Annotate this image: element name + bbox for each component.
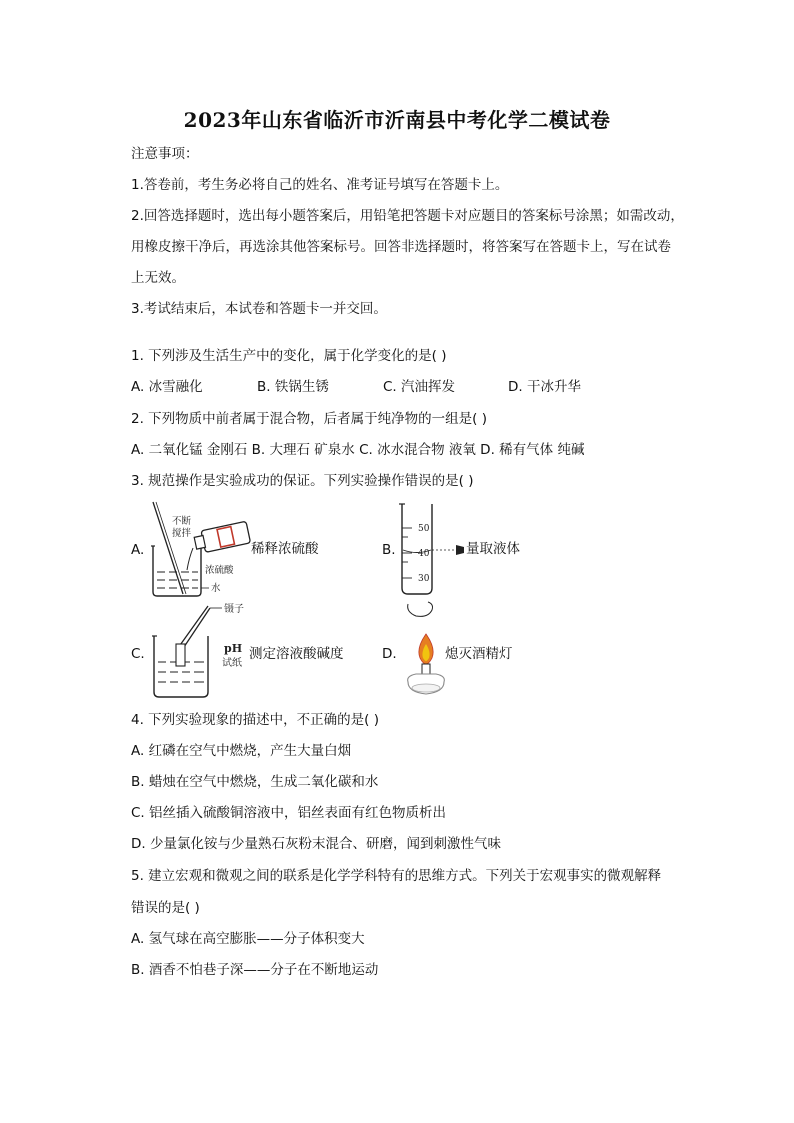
label-stir-2: 搅拌	[172, 528, 192, 539]
question-4-stem: 4. 下列实验现象的描述中，不正确的是( )	[131, 712, 379, 728]
tweezers	[178, 606, 208, 648]
notice-line: 2.回答选择题时，选出每小题答案后，用铅笔把答题卡对应题目的答案标号涂黑；如需改动，	[131, 208, 684, 224]
q1-option-c: C. 汽油挥发	[383, 379, 456, 395]
q2-options: A. 二氧化锰 金刚石 B. 大理石 矿泉水 C. 冰水混合物 液氧 D. 稀有气体 纯碱	[131, 442, 585, 458]
q5-option-a: A. 氢气球在高空膨胀——分子体积变大	[131, 931, 365, 947]
q4-option-b: B. 蜡烛在空气中燃烧，生成二氧化碳和水	[131, 774, 379, 790]
acid-bottle	[193, 521, 250, 554]
page-title: 2023年山东省临沂市沂南县中考化学二模试卷	[183, 108, 611, 132]
q1-option-d: D. 干冰升华	[508, 379, 581, 395]
q3-option-b-letter: B.	[382, 542, 396, 558]
q4-option-a: A. 红磷在空气中燃烧，产生大量白烟	[131, 743, 352, 759]
label-stir-1: 不断	[172, 516, 192, 527]
notice-line: 用橡皮擦干净后，再选涂其他答案标号。回答非选择题时，将答案写在答题卡上，写在试卷	[131, 239, 671, 255]
label-conc-acid: 浓硫酸	[205, 565, 234, 576]
question-5-stem-line-1: 5. 建立宏观和微观之间的联系是化学学科特有的思维方式。下列关于宏观事实的微观解释	[131, 868, 662, 884]
q5-option-b: B. 酒香不怕巷子深——分子在不断地运动	[131, 962, 379, 978]
tick-50: 50	[418, 524, 430, 534]
q3-option-c-caption: 测定溶液酸碱度	[249, 646, 344, 662]
q4-option-c: C. 铝丝插入硫酸铜溶液中，铝丝表面有红色物质析出	[131, 805, 447, 821]
notice-line: 1.答卷前，考生务必将自己的姓名、准考证号填写在答题卡上。	[131, 177, 509, 193]
label-ph: pH	[224, 642, 243, 655]
question-5-stem-line-2: 错误的是( )	[131, 900, 200, 916]
cylinder-base	[408, 602, 433, 616]
tick-40: 40	[418, 549, 430, 559]
q4-option-d: D. 少量氯化铵与少量熟石灰粉末混合、研磨，闻到刺激性气味	[131, 836, 501, 852]
notice-heading: 注意事项：	[131, 146, 199, 162]
alcohol-lamp-figure	[398, 632, 454, 698]
ph-paper	[176, 644, 185, 666]
label-water: 水	[211, 583, 221, 594]
notice-line: 3.考试结束后，本试卷和答题卡一并交回。	[131, 301, 387, 317]
dilute-acid-figure	[145, 500, 255, 600]
question-3-stem: 3. 规范操作是实验成功的保证。下列实验操作错误的是( )	[131, 473, 474, 489]
measuring-cylinder-figure	[396, 500, 476, 620]
q3-option-b-caption: 量取液体	[466, 541, 520, 557]
ph-test-figure	[150, 600, 260, 702]
label-test-paper: 试纸	[222, 658, 242, 669]
question-2-stem: 2. 下列物质中前者属于混合物，后者属于纯净物的一组是( )	[131, 411, 487, 427]
label-tweezers: 镊子	[224, 604, 244, 615]
tick-30: 30	[418, 574, 430, 584]
q3-option-a-caption: 稀释浓硫酸	[251, 541, 319, 557]
q1-option-a: A. 冰雪融化	[131, 379, 203, 395]
q3-option-d-caption: 熄灭酒精灯	[445, 646, 513, 662]
q3-option-d-letter: D.	[382, 646, 397, 662]
question-1-stem: 1. 下列涉及生活生产中的变化，属于化学变化的是( )	[131, 348, 447, 364]
q3-option-c-letter: C.	[131, 646, 145, 662]
q3-option-a-letter: A.	[131, 542, 145, 558]
eye-icon	[456, 545, 464, 555]
notice-line: 上无效。	[131, 270, 185, 286]
q1-option-b: B. 铁锅生锈	[257, 379, 329, 395]
